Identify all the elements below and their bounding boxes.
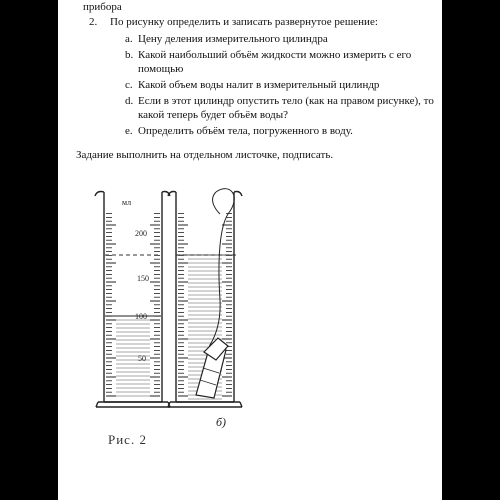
item-b-marker: b. — [125, 49, 134, 61]
item-a-text: Цену деления измерительного цилиндра — [138, 33, 328, 45]
item-d-text-line2: какой теперь будет объём воды? — [138, 109, 289, 121]
scale-label-50: 50 — [138, 354, 146, 363]
scale-label-200: 200 — [135, 229, 147, 238]
thread-loop — [213, 192, 220, 214]
scale-label-100: 100 — [135, 312, 147, 321]
measuring-cylinders-figure — [58, 0, 442, 500]
item-c-marker: c. — [125, 79, 133, 91]
item-d-text-line1: Если в этот цилиндр опустить тело (как на правом рисунке), то — [138, 95, 434, 107]
left-scale-ticks — [106, 214, 160, 396]
left-cylinder — [95, 192, 170, 408]
unit-label: мл — [122, 198, 132, 207]
item-d-marker: d. — [125, 95, 134, 107]
item-e-marker: e. — [125, 125, 133, 137]
item-b-text-line2: помощью — [138, 63, 184, 75]
scale-label-150: 150 — [137, 274, 149, 283]
item-c-text: Какой объем воды налит в измерительный цилиндр — [138, 79, 380, 91]
task-2-number: 2. — [89, 16, 98, 28]
instruction-text: Задание выполнить на отдельном листочке, подписать. — [76, 149, 334, 161]
item-a-marker: a. — [125, 33, 133, 45]
item-b-text-line1: Какой наибольший объём жидкости можно измерить с его — [138, 49, 412, 61]
prior-item-fragment: прибора — [83, 1, 122, 13]
task-2-text: По рисунку определить и записать развернутое решение: — [110, 16, 378, 28]
right-figure-label: б) — [216, 415, 227, 429]
item-e-text: Определить объём тела, погруженного в воду. — [138, 125, 353, 137]
figure-caption: Рис. 2 — [108, 432, 147, 447]
document-page — [58, 0, 442, 500]
